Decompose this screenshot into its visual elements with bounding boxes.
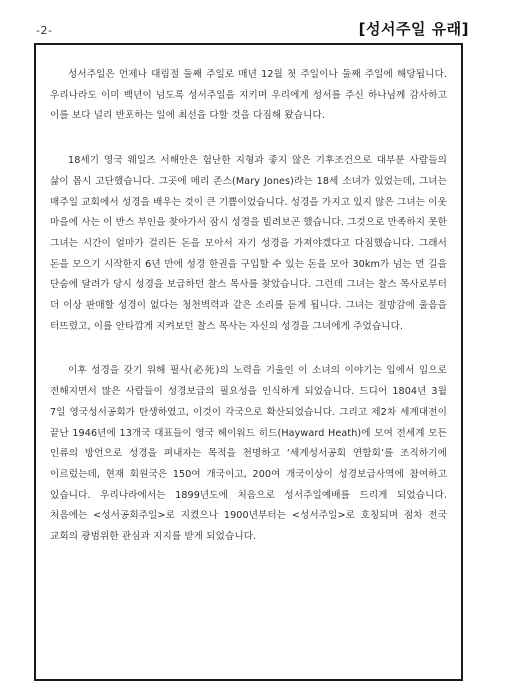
paragraph-bible-society: 이후 성경을 갖기 위해 필사(必死)의 노력을 기울인 이 소녀의 이야기는 입에서 입으로 전해지면서 많은 사람들이 성경보급의 필요성을 인식하게 되었습니다. 드디어 1804년 3월 7일 영국성서공회가 탄생하였고, 이것이 각국으로 확산되었습니다. 그리고 제2차 세계대전이 끝난 1946년에 13개국 대표들이 영국 헤이워드 히드(Hayward Heath)에 모여 전세계 모든 인류의 방언으로 성경을 펴내자는 목적을 천명하고 ‘세계성서공회 연합회’를 조직하기에 이르렀는데, 현재 회원국은 150여 개국이고, 200여 개국이상이 성경보급사역에 참여하고 있습니다. 우리나라에서는 1899년도에 처음으로 성서주일예배를 드리게 되었습니다. 처음에는 <성서공회주일>로 지켰으나 1900년부터는 <성서주일>로 호칭되며 점차 전국 교회의 광범위한 관심과 지지를 받게 되었습니다. bbox=[50, 365, 447, 543]
page-header bbox=[36, 18, 469, 44]
paragraph-intro: 성서주일은 언제나 대림절 둘째 주일로 매년 12월 첫 주일이나 둘째 주일에 해당됩니다. 우리나라도 이미 백년이 넘도록 성서주일을 지키며 우리에게 성서를 주신 하나님께 감사하고 이를 보다 널리 반포하는 일에 최선을 다할 것을 다짐해 왔습니다. bbox=[50, 69, 447, 122]
content-box bbox=[34, 43, 463, 681]
page-number: -2- bbox=[36, 24, 53, 37]
paragraph-mary-jones: 18세기 영국 웨일즈 서해안은 험난한 지형과 좋지 않은 기후조건으로 대부분 사람들의 삶이 몹시 고단했습니다. 그곳에 메리 존스(Mary Jones)라는 18세 소녀가 있었는데, 그녀는 매주일 교회에서 성경을 배우는 것이 큰 기쁨이었습니다. 성경을 가지고 있지 않은 그녀는 이웃 마을에 사는 이 반스 부인을 찾아가서 잠시 성경을 빌려보곤 했습니다. 그것으로 만족하지 못한 그녀는 시간이 얼마가 걸리든 돈을 모아서 자기 성경을 가져야겠다고 다짐했습니다. 그래서 돈을 모으기 시작한지 6년 만에 성경 한권을 구입할 수 있는 돈을 모아 30km가 넘는 먼 길을 단숨에 달려가 당시 성경을 보급하던 찰스 목사를 찾았습니다. 그런데 그녀는 찰스 목사로부터 더 이상 판매할 성경이 없다는 청천벽력과 같은 소리를 듣게 됩니다. 그녀는 절망감에 울음을 터뜨렸고, 이를 안타깝게 지켜보던 찰스 목사는 자신의 성경을 그녀에게 주었습니다. bbox=[50, 155, 447, 332]
section-title: [성서주일 유래] bbox=[358, 20, 469, 38]
